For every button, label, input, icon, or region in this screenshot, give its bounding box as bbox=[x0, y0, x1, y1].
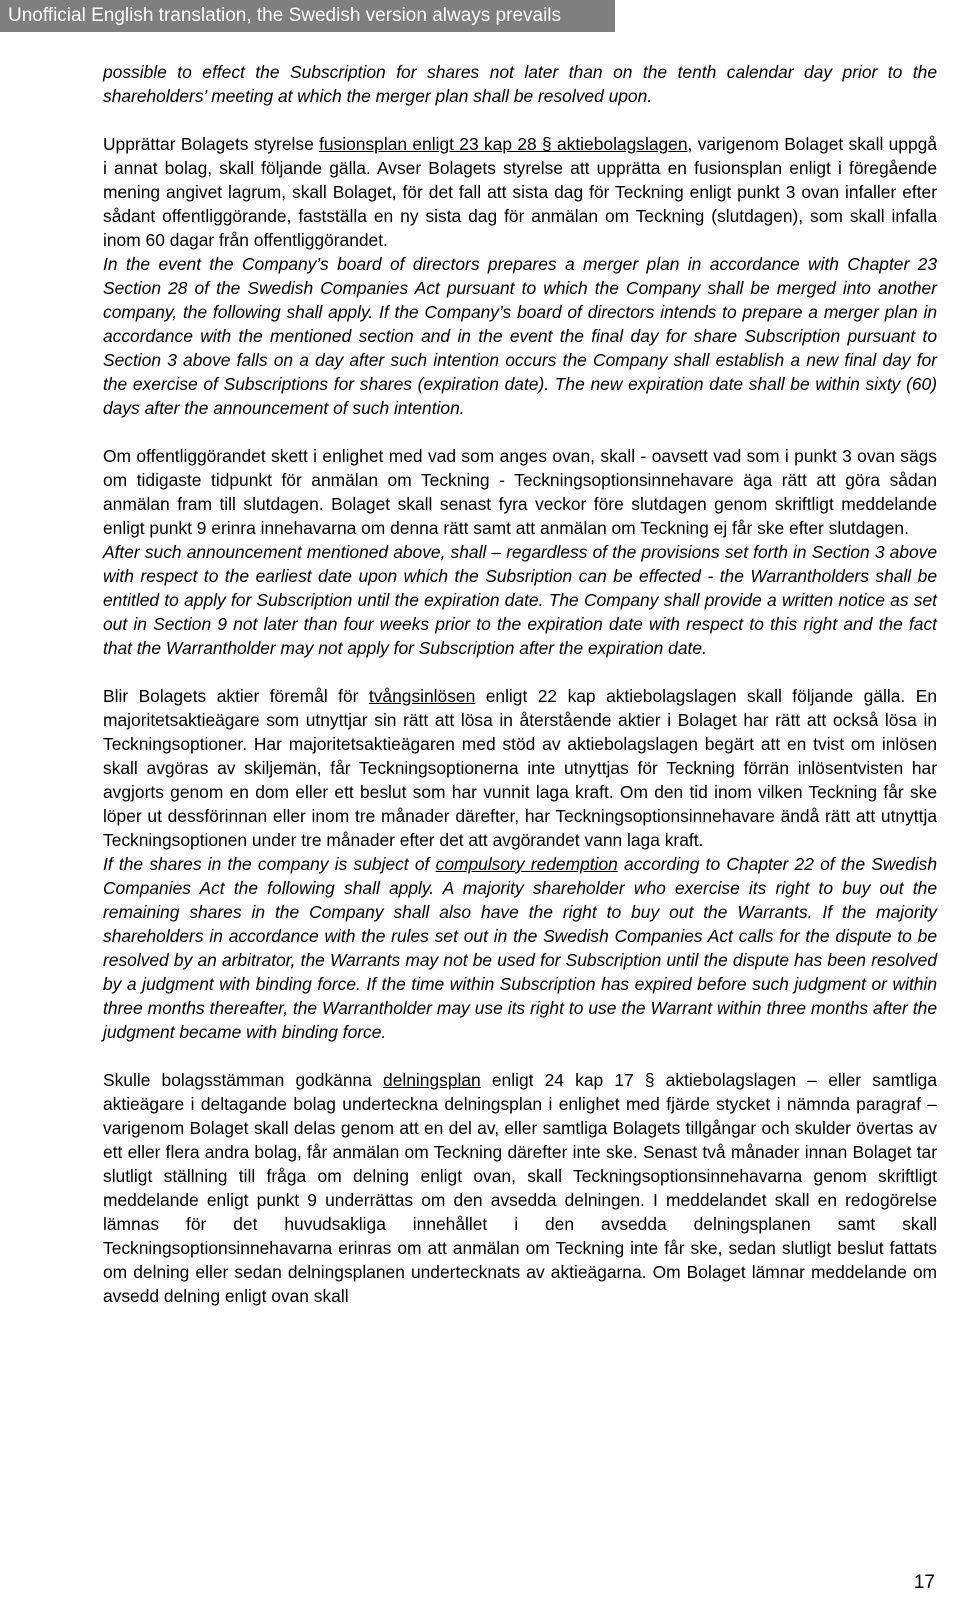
paragraph-en: possible to effect the Subscription for shares not later than on the tenth calendar day prior to the shareholders’ meeting at which the merger plan shall be resolved upon. bbox=[103, 62, 937, 106]
paragraph-sv bbox=[103, 684, 937, 852]
text-run: enligt 22 kap aktiebolagslagen skall följande gälla. En majoritetsaktieägare som utnyttjar sin rätt att lösa in återstående aktier i Bolaget har rätt att också lösa in Teckningsoptioner. Har majoritetsaktieägaren med stöd av aktiebolagslagen begärt att en tvist om inlösen skall avgöras av skiljemän, får Teckningsoptionerna inte utnyttjas för Teckning förrän inlösentvisten har avgjorts genom en dom eller ett beslut som har vunnit laga kraft. Om den tid inom vilken Teckning får ske löper ut dessförinnan eller inom tre månader därefter, har Teckningsoptionsinnehavare ändå rätt att utnyttja Teckningsoptionen under tre månader efter det att avgörandet vann laga kraft. bbox=[103, 686, 937, 850]
text-run: , varigenom Bolaget skall uppgå i annat bolag, skall följande gälla. Avser Bolagets styrelse att upprätta en fusionsplan enligt i föregående mening angivet lagrum, skall Bolaget, för det fall att sista dag för Teckning enligt punkt 3 ovan infaller efter sådant offentliggörande, fastställa en ny sista dag för anmälan om Teckning (slutdagen), som skall infalla inom 60 dagar från offentliggörandet. bbox=[103, 134, 937, 250]
document-body bbox=[103, 60, 937, 1308]
paragraph-sv bbox=[103, 132, 937, 252]
statute-reference: compulsory redemption bbox=[435, 854, 618, 874]
statute-reference: tvångsinlösen bbox=[368, 686, 476, 706]
paragraph-gap bbox=[103, 660, 937, 684]
paragraph-sv: Om offentliggörandet skett i enlighet med vad som anges ovan, skall - oavsett vad som i punkt 3 ovan sägs om tidigaste tidpunkt för anmälan om Teckning - Teckningsoptionsinnehavare äga rätt att göra sådan anmälan fram till slutdagen. Bolaget skall senast fyra veckor före slutdagen genom skriftligt meddelande enligt punkt 9 erinra innehavarna om denna rätt samt att anmälan om Teckning ej får ske efter slutdagen. bbox=[103, 446, 937, 538]
document-header: Unofficial English translation, the Swedish version always prevails bbox=[0, 0, 615, 32]
text-run: Upprättar Bolagets styrelse bbox=[103, 134, 320, 154]
page-number: 17 bbox=[913, 1572, 935, 1593]
text-run: enligt 24 kap 17 § aktiebolagslagen – eller samtliga aktieägare i deltagande bolag underteckna delningsplan i enlighet med fjärde stycket i nämnda paragraf – varigenom Bolaget skall delas genom att en del av, eller samtliga Bolagets tillgångar och skulder övertas av ett eller flera andra bolag, får anmälan om Teckning därefter inte ske. Senast två månader innan Bolaget tar slutligt ställning till fråga om delning enligt ovan, skall Teckningsoptionsinnehavarna genom skriftligt meddelande enligt punkt 9 underrättas om den avsedda delningen. I meddelandet skall en redogörelse lämnas för det huvudsakliga innehållet i den avsedda delningsplanen samt skall Teckningsoptionsinnehavarna erinras om att anmälan om Teckning inte får ske, sedan slutligt beslut fattats om delning eller sedan delningsplanen undertecknats av aktieägarna. Om Bolaget lämnar meddelande om avsedd delning enligt ovan skall bbox=[103, 1070, 937, 1306]
statute-reference: fusionsplan enligt 23 kap 28 § aktiebolagslagen bbox=[319, 134, 688, 154]
paragraph-gap bbox=[103, 1044, 937, 1068]
paragraph-en bbox=[103, 852, 937, 1044]
paragraph-en: After such announcement mentioned above, shall – regardless of the provisions set forth in Section 3 above with respect to the earliest date upon which the Subsription can be effected - the Warrantholders shall be entitled to apply for Subscription until the expiration date. The Company shall provide a written notice as set out in Section 9 not later than four weeks prior to the expiration date with respect to this right and the fact that the Warrantholder may not apply for Subscription after the expiration date. bbox=[103, 542, 937, 658]
paragraph-gap bbox=[103, 108, 937, 132]
text-run: Blir Bolagets aktier föremål för bbox=[103, 686, 369, 706]
paragraph-en: In the event the Company’s board of directors prepares a merger plan in accordance with Chapter 23 Section 28 of the Swedish Companies Act pursuant to which the Company shall be merged into another company, the following shall apply. If the Company’s board of directors intends to prepare a merger plan in accordance with the mentioned section and in the event the final day for share Subscription pursuant to Section 3 above falls on a day after such intention occurs the Company shall establish a new final day for the exercise of Subscriptions for shares (expiration date). The new expiration date shall be within sixty (60) days after the announcement of such intention. bbox=[103, 254, 937, 418]
statute-reference: delningsplan bbox=[383, 1070, 481, 1090]
text-run: Skulle bolagsstämman godkänna bbox=[103, 1070, 384, 1090]
text-run: If the shares in the company is subject of bbox=[103, 854, 436, 874]
text-run: according to Chapter 22 of the Swedish Companies Act the following shall apply. A majority shareholder who exercise its right to buy out the remaining shares in the Company shall also have the right to buy out the Warrants. If the majority shareholders in accordance with the rules set out in the Swedish Companies Act calls for the dispute to be resolved by an arbitrator, the Warrants may not be used for Subscription until the dispute has been resolved by a judgment with binding force. If the time within Subscription has expired before such judgment or within three months thereafter, the Warrantholder may use its right to use the Warrant within three months after the judgment became with binding force. bbox=[103, 854, 937, 1042]
paragraph-gap bbox=[103, 420, 937, 444]
paragraph-sv bbox=[103, 1068, 937, 1308]
